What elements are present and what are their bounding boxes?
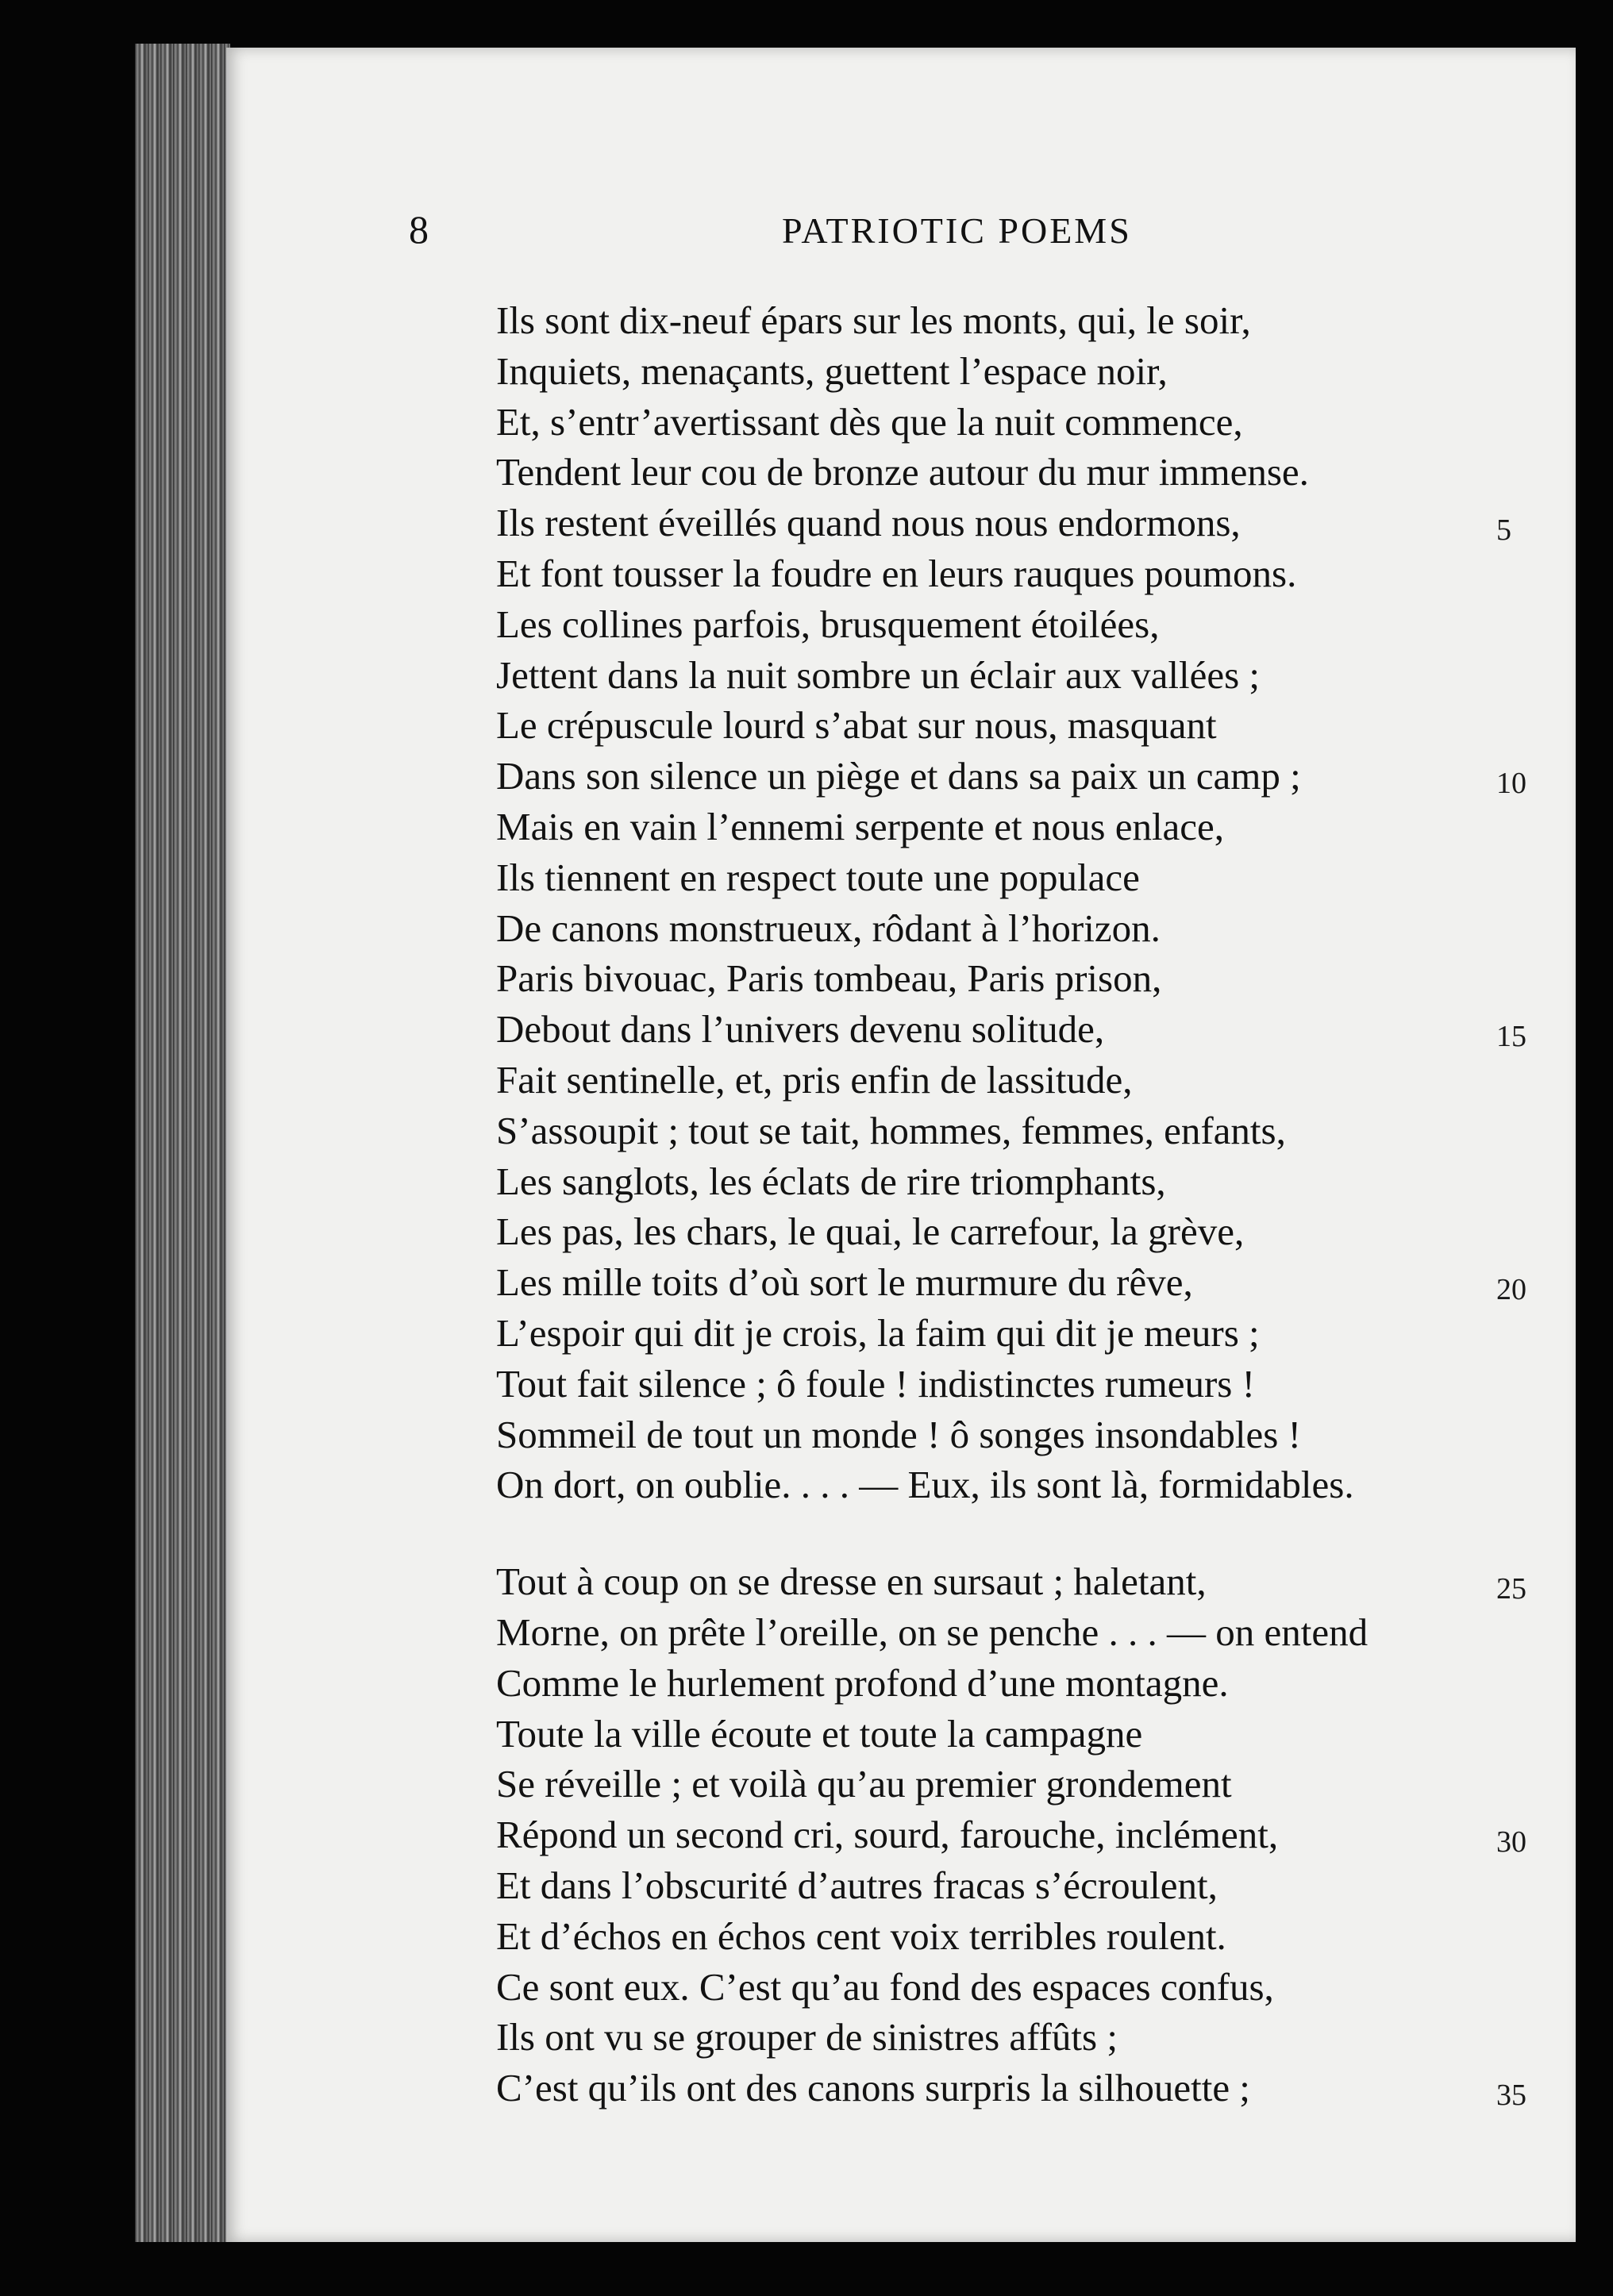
verse-line	[496, 1556, 1560, 1607]
book-page	[226, 48, 1576, 2242]
verse-line	[496, 1308, 1560, 1359]
verse-line	[496, 1359, 1560, 1410]
book-page-edges	[135, 44, 230, 2242]
verse-line	[496, 1460, 1560, 1510]
verse-line	[496, 751, 1560, 802]
verse-text: Ils sont dix-neuf épars sur les monts, qui, le soir,	[496, 298, 1251, 342]
verse-text: Sommeil de tout un monde ! ô songes insondables !	[496, 1412, 1301, 1456]
verse-text: Ils ont vu se grouper de sinistres affûts ;	[496, 2015, 1118, 2059]
verse-text: Paris bivouac, Paris tombeau, Paris prison,	[496, 956, 1162, 1001]
verse-line	[496, 1759, 1560, 1809]
line-number: 15	[1496, 1020, 1526, 1054]
verse-text: Jettent dans la nuit sombre un éclair aux vallées ;	[496, 652, 1261, 697]
verse-line	[496, 1607, 1560, 1658]
verse-line	[496, 1658, 1560, 1709]
verse-line	[496, 1055, 1560, 1106]
verse-text: On dort, on oublie. . . . — Eux, ils sont là, formidables.	[496, 1463, 1354, 1507]
poem-body	[496, 295, 1560, 2113]
verse-line	[496, 1156, 1560, 1207]
verse-text: Les collines parfois, brusquement étoilées,	[496, 602, 1160, 646]
verse-line	[496, 953, 1560, 1004]
verse-line	[496, 1257, 1560, 1308]
verse-text: Ils tiennent en respect toute une populace	[496, 855, 1140, 899]
verse-text: Se réveille ; et voilà qu’au premier grondement	[496, 1762, 1232, 1806]
verse-line	[496, 447, 1560, 498]
verse-line	[496, 1962, 1560, 2013]
verse-text: Et, s’entr’avertissant dès que la nuit commence,	[496, 399, 1243, 444]
verse-text: Répond un second cri, sourd, farouche, inclément,	[496, 1813, 1279, 1857]
verse-text: L’espoir qui dit je crois, la faim qui dit je meurs ;	[496, 1310, 1260, 1355]
verse-line	[496, 700, 1560, 751]
verse-text: Dans son silence un piège et dans sa paix un camp ;	[496, 754, 1301, 798]
verse-text: S’assoupit ; tout se tait, hommes, femmes, enfants,	[496, 1108, 1286, 1152]
verse-text: Le crépuscule lourd s’abat sur nous, masquant	[496, 703, 1217, 748]
verse-line	[496, 2012, 1560, 2063]
verse-line	[496, 1106, 1560, 1156]
verse-text: Ils restent éveillés quand nous nous endormons,	[496, 501, 1241, 545]
verse-line	[496, 2063, 1560, 2113]
line-number: 35	[1496, 2079, 1526, 2113]
verse-text: Mais en vain l’ennemi serpente et nous enlace,	[496, 804, 1225, 848]
verse-text: Toute la ville écoute et toute la campagne	[496, 1711, 1143, 1756]
verse-line	[496, 548, 1560, 599]
verse-text: Morne, on prête l’oreille, on se penche . . . — on entend	[496, 1610, 1369, 1654]
running-title: PATRIOTIC POEMS	[782, 210, 1132, 251]
verse-text: De canons monstrueux, rôdant à l’horizon.	[496, 906, 1161, 950]
verse-text: Comme le hurlement profond d’une montagne.	[496, 1660, 1229, 1705]
page-number: 8	[409, 207, 429, 252]
stanza	[496, 295, 1560, 1510]
line-number: 10	[1496, 767, 1526, 801]
verse-text: Tout à coup on se dresse en sursaut ; haletant,	[496, 1560, 1207, 1604]
verse-line	[496, 1410, 1560, 1460]
verse-text: Debout dans l’univers devenu solitude,	[496, 1007, 1105, 1052]
verse-text: Inquiets, menaçants, guettent l’espace noir,	[496, 348, 1168, 393]
running-head	[226, 206, 1576, 262]
verse-line	[496, 650, 1560, 701]
verse-line	[496, 903, 1560, 954]
line-number: 20	[1496, 1273, 1526, 1307]
verse-text: Et font tousser la foudre en leurs rauques poumons.	[496, 551, 1297, 595]
stanza	[496, 1556, 1560, 2113]
verse-text: Et d’échos en échos cent voix terribles roulent.	[496, 1913, 1226, 1958]
verse-line	[496, 599, 1560, 650]
verse-line	[496, 1709, 1560, 1759]
verse-text: Et dans l’obscurité d’autres fracas s’écroulent,	[496, 1863, 1218, 1907]
line-number: 5	[1496, 513, 1511, 548]
verse-line	[496, 346, 1560, 397]
verse-text: C’est qu’ils ont des canons surpris la silhouette ;	[496, 2066, 1250, 2110]
verse-line	[496, 1004, 1560, 1055]
verse-text: Les pas, les chars, le quai, le carrefour, la grève,	[496, 1210, 1245, 1254]
verse-text: Les sanglots, les éclats de rire triomphants,	[496, 1159, 1166, 1203]
verse-line	[496, 1911, 1560, 1962]
verse-text: Fait sentinelle, et, pris enfin de lassitude,	[496, 1057, 1133, 1102]
verse-text: Ce sont eux. C’est qu’au fond des espaces confus,	[496, 1964, 1274, 2009]
verse-line	[496, 1206, 1560, 1257]
verse-line	[496, 295, 1560, 346]
verse-line	[496, 1809, 1560, 1860]
verse-text: Tendent leur cou de bronze autour du mur immense.	[496, 450, 1309, 494]
verse-text: Les mille toits d’où sort le murmure du rêve,	[496, 1260, 1193, 1305]
verse-line	[496, 852, 1560, 903]
verse-line	[496, 397, 1560, 448]
line-number: 25	[1496, 1572, 1526, 1606]
line-number: 30	[1496, 1825, 1526, 1859]
verse-line	[496, 498, 1560, 548]
verse-line	[496, 802, 1560, 852]
verse-text: Tout fait silence ; ô foule ! indistinctes rumeurs !	[496, 1361, 1255, 1406]
verse-line	[496, 1860, 1560, 1911]
